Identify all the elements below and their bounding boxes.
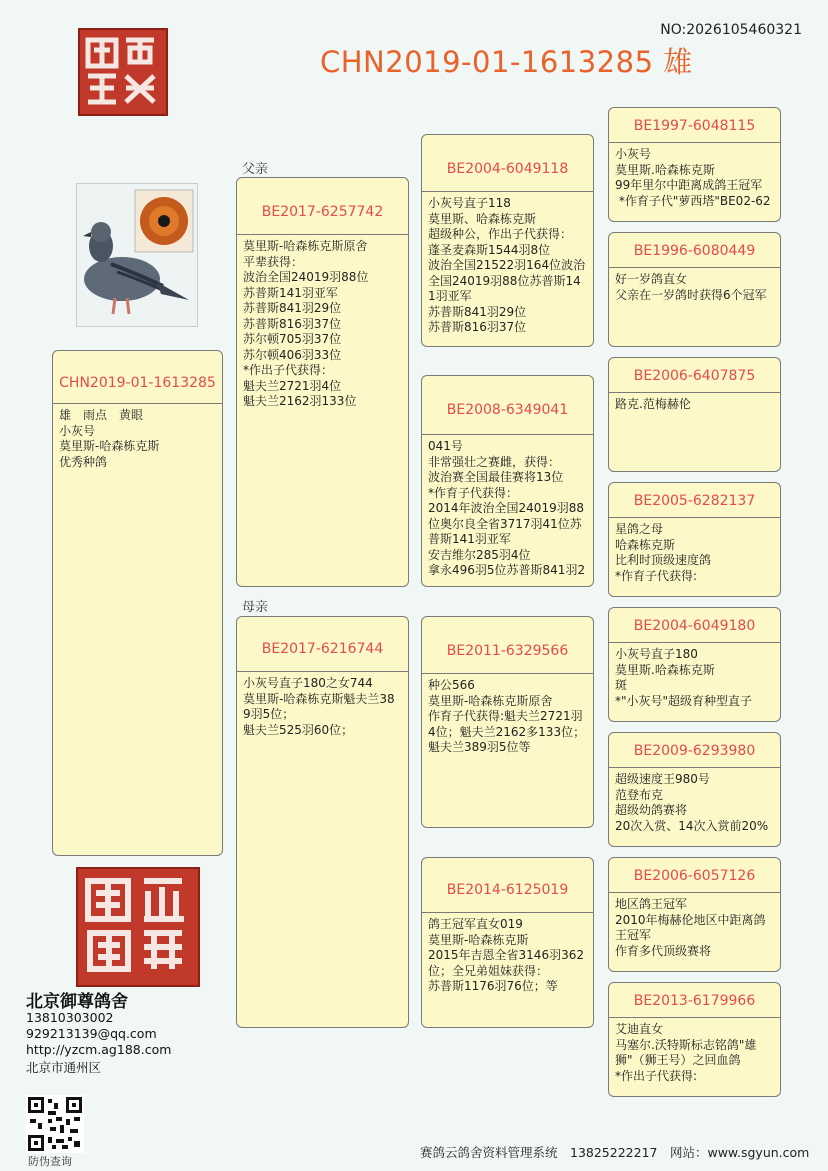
maternal-grandfather-card (421, 616, 594, 828)
ggp-card-4 (608, 482, 781, 597)
maternal-grandmother-card (421, 857, 594, 1028)
pedigree-notes: 鸽王冠军直女019 莫里斯-哈森栋克斯 2015年吉恩全省3146羽362位；全兄弟姐妹获得： 苏普斯1176羽76位；等 (428, 917, 584, 993)
contact-email[interactable]: 929213139@qq.com (26, 1026, 157, 1041)
ring-number: BE2006-6057126 (609, 858, 780, 893)
father-card (236, 177, 409, 587)
page-title: CHN2019-01-1613285 雄 (320, 45, 693, 79)
pedigree-notes: 路克.范梅赫伦 (615, 397, 691, 411)
mother-label: 母亲 (242, 600, 269, 615)
contact-website[interactable]: http://yzcm.ag188.com (26, 1042, 172, 1057)
pedigree-notes: 041号 非常强壮之赛雌，获得： 波治赛全国最佳赛将13位 *作育子代获得： 2014年波治全国24019羽88位奥尔良全省3717羽41位苏普斯141羽亚军 安吉维尔285羽4位 拿永496羽5位苏普斯841羽2 (428, 439, 586, 577)
ggp-card-7 (608, 857, 781, 972)
ring-number: BE2017-6257742 (237, 178, 408, 235)
pedigree-notes: 超级速度王980号 范登布克 超级幼鸽赛将 20次入赏、14次入赏前20% (615, 772, 769, 833)
pedigree-notes: 好一岁鸽直女 父亲在一岁鸽时获得6个冠军 (615, 272, 767, 302)
qr-code[interactable] (26, 1095, 84, 1153)
pedigree-notes: 小灰号直子118 莫里斯、哈森栋克斯 超级种公，作出子代获得： 蓬圣麦森斯1544羽8位 波治全国21522羽164位波治全国24019羽88位苏普斯141羽亚军 苏普斯841羽29位 苏普斯816羽37位 (428, 196, 586, 334)
pedigree-notes: 星鸽之母 哈森栋克斯 比利时顶级速度鸽 *作育子代获得: (615, 522, 712, 583)
ring-number: CHN2019-01-1613285 (53, 351, 222, 404)
ring-number: BE2009-6293980 (609, 733, 780, 768)
contact-address: 北京市通州区 (26, 1060, 102, 1075)
footer-text: 赛鸽云鸽舍资料管理系统 13825222217 网站：www.sgyun.com (420, 1145, 810, 1160)
ring-number: BE2014-6125019 (422, 858, 593, 913)
pedigree-notes: 小灰号 莫里斯.哈森栋克斯 99年里尔中距离成鸽王冠军 *作育子代"萝西塔"BE02-62 (615, 147, 771, 208)
pedigree-notes: 莫里斯-哈森栋克斯原舍 平辈获得： 波治全国24019羽88位 苏普斯141羽亚军 苏普斯841羽29位 苏普斯816羽37位 苏尔顿705羽37位 苏尔顿406羽33位 *作出子代获得： 魁夫兰2721羽4位 魁夫兰2162羽133位 (243, 239, 369, 408)
seal-stamp-top (78, 28, 168, 116)
ggp-card-2 (608, 232, 781, 347)
document-number: NO:2026105460321 (660, 22, 802, 38)
ring-number: BE1996-6080449 (609, 233, 780, 268)
subject-card (52, 350, 223, 856)
ggp-card-1 (608, 107, 781, 222)
ggp-card-3 (608, 357, 781, 472)
seal-stamp-bottom (76, 867, 200, 987)
pedigree-notes: 小灰号直子180之女744 莫里斯-哈森栋克斯魁夫兰389羽5位； 魁夫兰525羽60位； (243, 676, 395, 737)
paternal-grandmother-card (421, 375, 594, 587)
pedigree-notes: 雄 雨点 黄眼 小灰号 莫里斯-哈森栋克斯 优秀种鸽 (59, 408, 160, 469)
ring-number: BE2008-6349041 (422, 376, 593, 435)
ring-number: BE2006-6407875 (609, 358, 780, 393)
company-name: 北京御尊鸽舍 (26, 992, 128, 1012)
ggp-card-5 (608, 607, 781, 722)
father-label: 父亲 (242, 162, 269, 177)
pigeon-photo (76, 183, 198, 327)
ring-number: BE1997-6048115 (609, 108, 780, 143)
contact-phone: 13810303002 (26, 1010, 114, 1025)
ring-number: BE2013-6179966 (609, 983, 780, 1018)
ring-number: BE2004-6049180 (609, 608, 780, 643)
qr-label: 防伪查询 (28, 1155, 72, 1168)
ring-number: BE2004-6049118 (422, 135, 593, 192)
pedigree-notes: 地区鸽王冠军 2010年梅赫伦地区中距离鸽王冠军 作育多代顶级赛将 (615, 897, 766, 958)
pedigree-notes: 种公566 莫里斯-哈森栋克斯原舍 作育子代获得:魁夫兰2721羽4位；魁夫兰2162多133位；魁夫兰389羽5位等 (428, 678, 586, 754)
ring-number: BE2005-6282137 (609, 483, 780, 518)
pedigree-notes: 艾迪直女 马塞尔.沃特斯标志铭鸽"雄狮"（狮王号）之回血鸽 *作出子代获得: (615, 1022, 757, 1083)
ggp-card-8 (608, 982, 781, 1097)
paternal-grandfather-card (421, 134, 594, 347)
ring-number: BE2017-6216744 (237, 617, 408, 672)
mother-card (236, 616, 409, 1028)
pedigree-notes: 小灰号直子180 莫里斯.哈森栋克斯 斑 *"小灰号"超级育种型直子 (615, 647, 753, 708)
ring-number: BE2011-6329566 (422, 617, 593, 674)
ggp-card-6 (608, 732, 781, 847)
